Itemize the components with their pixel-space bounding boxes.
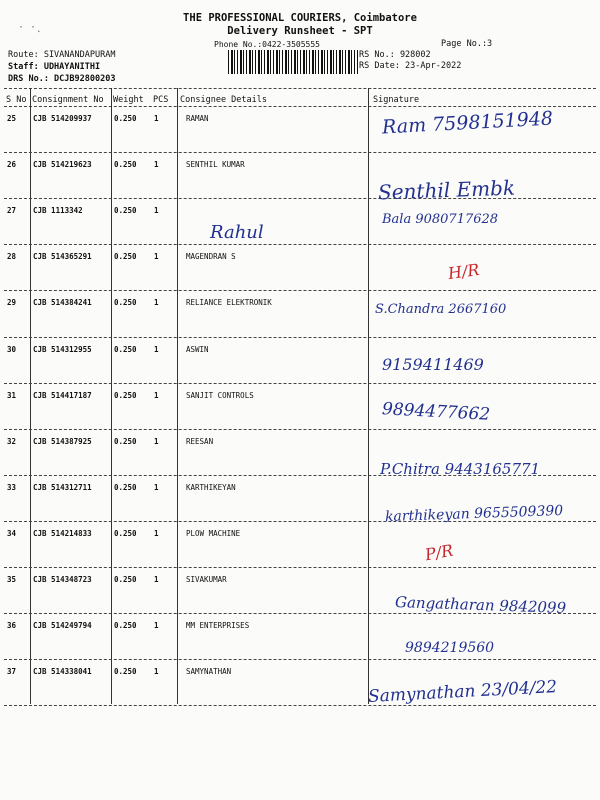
row-divider [4, 659, 596, 660]
row-weight: 0.250 [114, 436, 137, 446]
scan-specks: · ·˛ [18, 22, 43, 33]
row-weight: 0.250 [114, 298, 137, 308]
row-divider [4, 567, 596, 568]
row-consignment: CJB 514209937 [33, 114, 92, 123]
staff: Staff: UDHAYANITHI [8, 62, 101, 72]
handwritten-signature: Gangatharan 9842099 [394, 593, 567, 617]
row-pcs: 1 [154, 160, 159, 170]
col-header-sno: S No [6, 95, 27, 105]
row-consignment: CJB 514384241 [33, 298, 92, 308]
handwritten-signature: karthikeyan 9655509390 [384, 502, 564, 526]
row-sno: 33 [7, 482, 17, 492]
row-divider [4, 244, 596, 245]
row-divider [4, 152, 596, 153]
row-sno: 25 [7, 114, 17, 123]
row-consignee: ASWIN [186, 344, 209, 354]
row-pcs: 1 [154, 528, 159, 538]
col-divider [368, 88, 369, 704]
col-header-consignee: Consignee Details [180, 95, 267, 105]
row-pcs: 1 [154, 298, 159, 308]
row-consignment: CJB 514214833 [33, 528, 92, 538]
row-consignment: CJB 514348723 [33, 575, 92, 584]
row-pcs: 1 [154, 667, 159, 677]
row-consignee: RELIANCE ELEKTRONIK [186, 298, 272, 308]
row-sno: 28 [7, 252, 17, 262]
row-weight: 0.250 [114, 252, 137, 262]
phone-number: Phone No.:0422-3505555 [214, 40, 320, 49]
row-weight: 0.250 [114, 575, 137, 584]
row-consignment: CJB 514312711 [33, 482, 92, 492]
row-sno: 37 [7, 667, 17, 677]
row-weight: 0.250 [114, 206, 137, 216]
row-consignment: CJB 514249794 [33, 621, 92, 631]
row-divider [4, 337, 596, 338]
row-consignment: CJB 514365291 [33, 252, 92, 262]
handwritten-signature: Samynathan 23/04/22 [367, 677, 558, 707]
table-header-rule [4, 106, 596, 107]
handwritten-signature: Bala 9080717628 [382, 212, 499, 227]
row-divider [4, 290, 596, 291]
row-sno: 36 [7, 621, 17, 631]
row-consignee: SANJIT CONTROLS [186, 390, 254, 400]
col-divider [111, 88, 112, 704]
col-header-consignment: Consignment No [32, 95, 104, 105]
row-pcs: 1 [154, 621, 159, 631]
row-consignee: SIVAKUMAR [186, 575, 227, 584]
row-pcs: 1 [154, 206, 159, 216]
row-consignee: MM ENTERPRISES [186, 621, 250, 631]
row-divider [4, 705, 596, 706]
row-consignee: SAMYNATHAN [186, 667, 232, 677]
row-pcs: 1 [154, 482, 159, 492]
col-header-pcs: PCS [153, 95, 169, 105]
row-consignment: CJB 1113342 [33, 206, 83, 216]
row-weight: 0.250 [114, 621, 137, 631]
handwritten-note: Rahul [210, 222, 264, 243]
row-consignment: CJB 514417187 [33, 390, 92, 400]
col-header-signature: Signature [373, 95, 420, 105]
row-consignee: PLOW MACHINE [186, 528, 241, 538]
handwritten-signature: 9159411469 [382, 355, 484, 374]
route: Route: SIVANANDAPURAM [8, 50, 116, 60]
row-pcs: 1 [154, 436, 159, 446]
row-pcs: 1 [154, 252, 159, 262]
row-consignee: SENTHIL KUMAR [186, 160, 245, 170]
rs-number: RS No.: 928002 [359, 50, 431, 60]
document-title: Delivery Runsheet - SPT [227, 25, 373, 37]
row-sno: 27 [7, 206, 17, 216]
col-divider [30, 88, 31, 704]
row-sno: 35 [7, 575, 17, 584]
handwritten-signature: Senthil Embk [377, 175, 516, 205]
handwritten-signature: 9894219560 [405, 640, 495, 656]
row-pcs: 1 [154, 575, 159, 584]
row-sno: 30 [7, 344, 17, 354]
row-weight: 0.250 [114, 390, 137, 400]
row-sno: 29 [7, 298, 17, 308]
handwritten-note: H/R [446, 259, 481, 284]
handwritten-signature: P.Chitra 9443165771 [380, 460, 541, 478]
row-divider [4, 521, 596, 522]
handwritten-signature: Ram 7598151948 [381, 107, 554, 139]
table-top-rule [4, 88, 596, 89]
row-consignment: CJB 514338041 [33, 667, 92, 677]
row-consignment: CJB 514387925 [33, 436, 92, 446]
row-sno: 32 [7, 436, 17, 446]
row-pcs: 1 [154, 344, 159, 354]
row-weight: 0.250 [114, 482, 137, 492]
row-divider [4, 383, 596, 384]
row-sno: 26 [7, 160, 17, 170]
row-weight: 0.250 [114, 114, 137, 123]
row-sno: 34 [7, 528, 17, 538]
row-consignee: RAMAN [186, 114, 209, 123]
row-consignee: MAGENDRAN S [186, 252, 236, 262]
row-weight: 0.250 [114, 667, 137, 677]
row-sno: 31 [7, 390, 17, 400]
row-divider [4, 429, 596, 430]
row-consignment: CJB 514312955 [33, 344, 92, 354]
row-weight: 0.250 [114, 344, 137, 354]
handwritten-note: P/R [423, 540, 455, 565]
row-weight: 0.250 [114, 528, 137, 538]
col-divider [177, 88, 178, 704]
row-consignment: CJB 514219623 [33, 160, 92, 170]
handwritten-signature: S.Chandra 2667160 [375, 302, 507, 317]
drs-number: DRS No.: DCJB92800203 [8, 74, 116, 84]
row-consignee: REESAN [186, 436, 214, 446]
rs-date: RS Date: 23-Apr-2022 [359, 61, 462, 71]
row-pcs: 1 [154, 390, 159, 400]
row-weight: 0.250 [114, 160, 137, 170]
page-number: Page No.:3 [441, 39, 493, 49]
col-header-weight: Weight [113, 95, 144, 105]
row-consignee: KARTHIKEYAN [186, 482, 236, 492]
barcode [228, 50, 358, 74]
handwritten-signature: 9894477662 [381, 399, 491, 425]
row-pcs: 1 [154, 114, 159, 123]
company-title: THE PROFESSIONAL COURIERS, Coimbatore [183, 12, 417, 24]
